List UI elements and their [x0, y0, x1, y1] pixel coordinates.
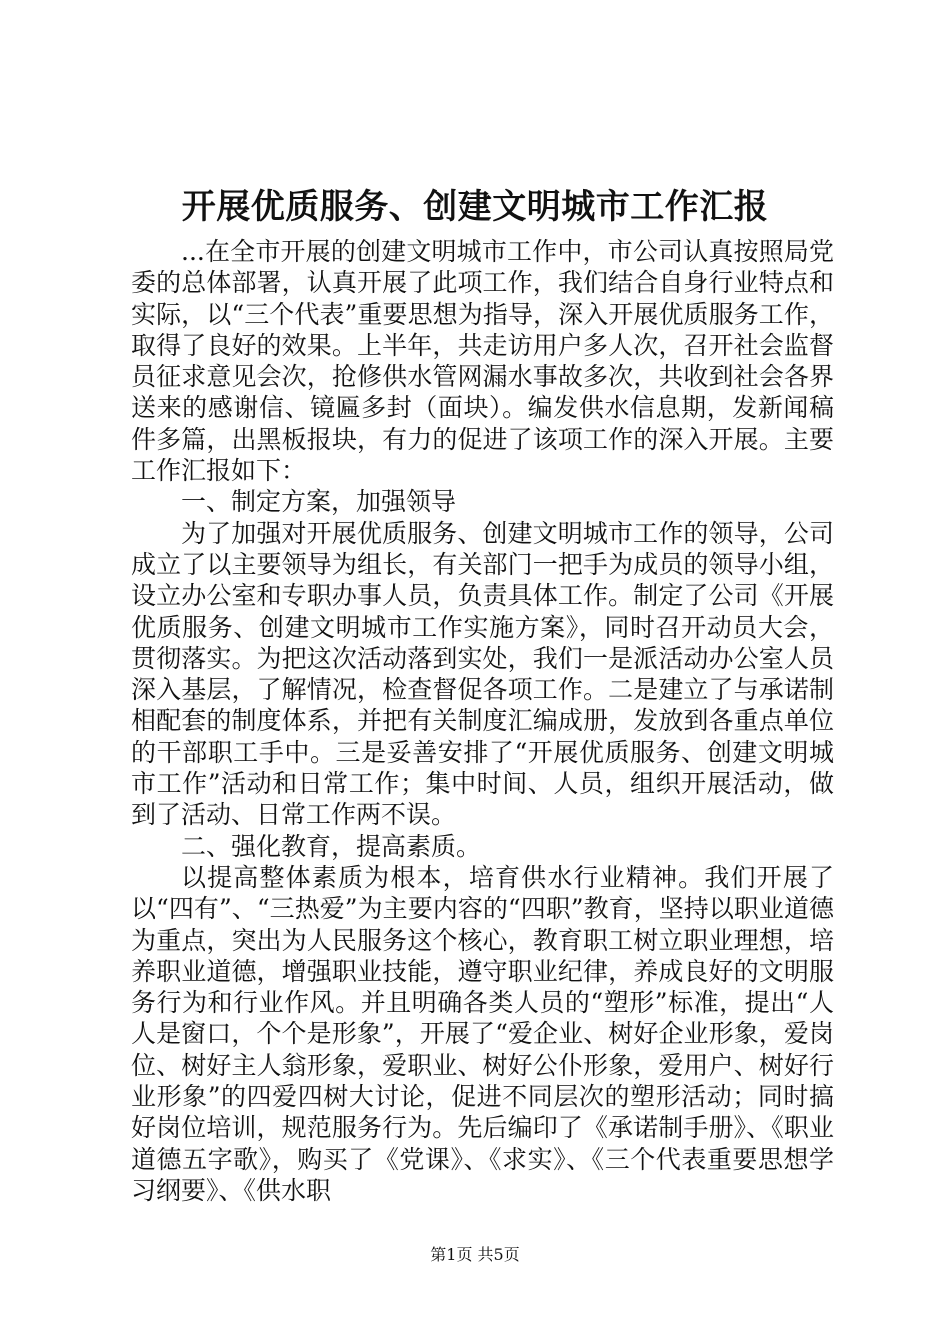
document-title: 开展优质服务、创建文明城市工作汇报 — [181, 187, 769, 227]
paragraph-section-2: 以提高整体素质为根本，培育供水行业精神。我们开展了以“四有”、“三热爱”为主要内容的“四职”教育，坚持以职业道德为重点，突出为人民服务这个核心，教育职工树立职业理想，培养职业道德，增强职业技能，遵守职业纪律，养成良好的文明服务行为和行业作风。并且明确各类人员的“塑形”标准，提出“人人是窗口，个个是形象”，开展了“爱企业、树好企业形象，爱岗位、树好主人翁形象，爱职业、树好公仆形象，爱用户、树好行业形象”的四爱四树大讨论，促进不同层次的塑形活动；同时搞好岗位培训，规范服务行为。先后编印了《承诺制手册》、《职业道德五字歌》，购买了《党课》、《求实》、《三个代表重要思想学习纲要》、《供水职 — [131, 862, 834, 1205]
section-heading-1: 一、制定方案，加强领导 — [181, 487, 457, 517]
page-footer: 第1页 共5页 — [430, 1245, 520, 1264]
document-body — [131, 236, 834, 1206]
paragraph-section-1: 为了加强对开展优质服务、创建文明城市工作的领导，公司成立了以主要领导为组长，有关部门一把手为成员的领导小组，设立办公室和专职办事人员，负责具体工作。制定了公司《开展优质服务、创建文明城市工作实施方案》，同时召开动员大会，贯彻落实。为把这次活动落到实处，我们一是派活动办公室人员深入基层，了解情况，检查督促各项工作。二是建立了与承诺制相配套的制度体系，并把有关制度汇编成册，发放到各重点单位的干部职工手中。三是妥善安排了“开展优质服务、创建文明城市工作”活动和日常工作；集中时间、人员，组织开展活动，做到了活动、日常工作两不误。 — [131, 518, 834, 830]
section-heading-2: 二、强化教育，提高素质。 — [181, 831, 482, 861]
paragraph-intro: ...在全市开展的创建文明城市工作中，市公司认真按照局党委的总体部署，认真开展了此项工作，我们结合自身行业特点和实际，以“三个代表”重要思想为指导，深入开展优质服务工作，取得了良好的效果。上半年，共走访用户多人次，召开社会监督员征求意见会次，抢修供水管网漏水事故多次，共收到社会各界送来的感谢信、镜匾多封（面块）。编发供水信息期，发新闻稿件多篇，出黑板报块，有力的促进了该项工作的深入开展。主要工作汇报如下： — [131, 237, 834, 486]
